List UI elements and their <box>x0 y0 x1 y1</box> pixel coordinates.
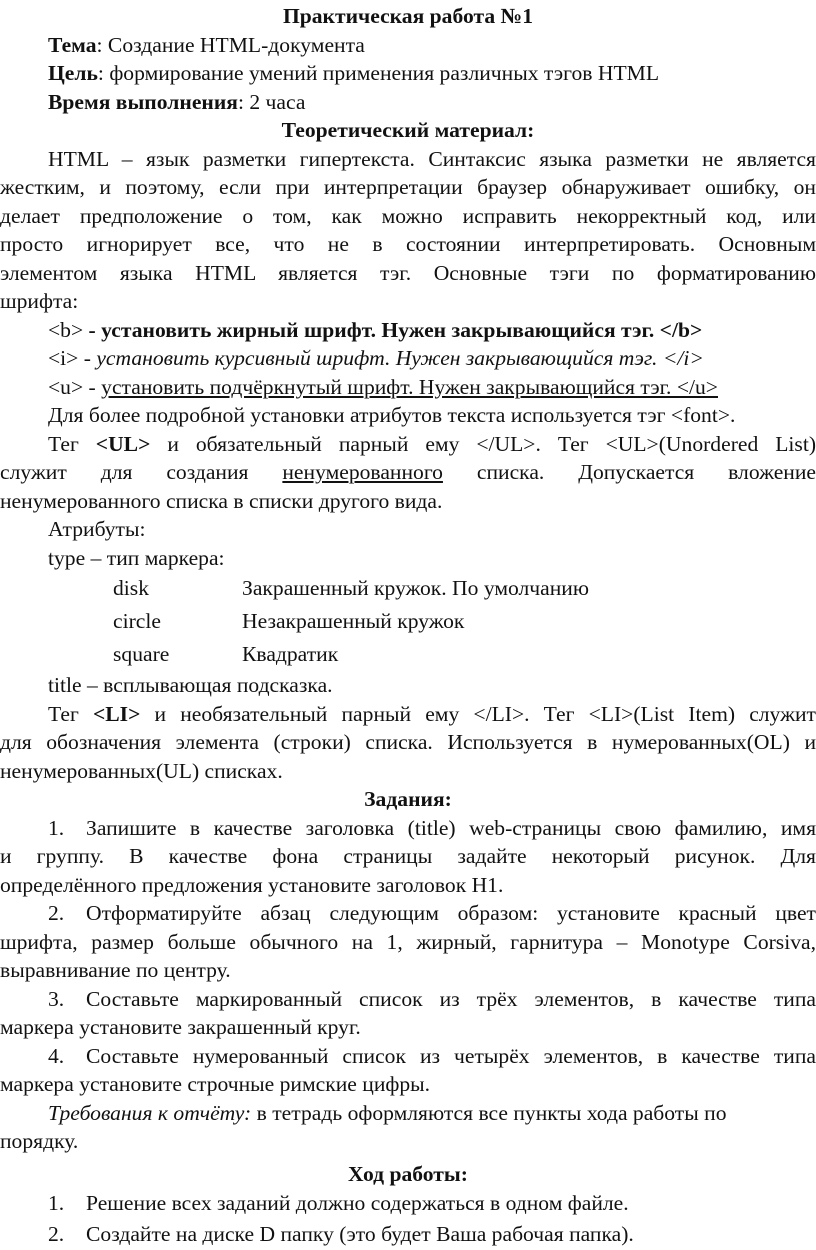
progress-item <box>0 1188 816 1219</box>
report-label: Требования к отчёту: <box>48 1100 252 1125</box>
tag-u-text: установить подчёркнутый шрифт. Нужен закрывающийся тэг. </u> <box>101 374 718 399</box>
task-text: Составьте маркированный список из трёх элементов, в качестве типа <box>86 986 816 1011</box>
page-title: Практическая работа №1 <box>282 4 534 28</box>
progress-number: 2. <box>48 1222 65 1246</box>
type-desc: Квадратик <box>242 642 339 666</box>
task-line: определённого предложения установите заголовок H1. <box>0 872 504 897</box>
type-values-table <box>0 572 816 671</box>
report-requirements-line-2: порядку. <box>0 1129 79 1153</box>
li-line-1-a: Тег <box>48 701 93 726</box>
type-row <box>0 605 816 638</box>
task-item <box>0 814 816 900</box>
theory-intro <box>0 145 816 316</box>
tasks-heading: Задания: <box>364 787 452 811</box>
type-name: circle <box>113 609 161 633</box>
task-number: 1. <box>48 815 65 840</box>
type-name: disk <box>113 576 149 600</box>
task-text: Запишите в качестве заголовка (title) web-страницы свою фамилию, имя <box>86 815 816 840</box>
task-item <box>0 985 816 1042</box>
task-line: маркера установите закрашенный круг. <box>0 1015 361 1039</box>
ul-line-1-b: и обязательный парный ему </UL>. Тег <UL>(Unordered List) <box>150 431 816 456</box>
tag-u-dash: - <box>83 374 102 399</box>
tag-b-code: <b> <box>48 317 84 342</box>
progress-text: Создайте на диске D папку (это будет Ваша рабочая папка). <box>86 1222 634 1246</box>
li-line-3: ненумерованных(UL) списках. <box>0 758 283 783</box>
intro-line: просто игнорирует все, что не в состоянии интерпретировать. Основным <box>0 232 816 256</box>
task-item <box>0 899 816 985</box>
ul-line-1 <box>0 430 816 459</box>
li-tag: <LI> <box>92 701 141 726</box>
li-line-1-b: и необязательный парный ему </LI>. Тег <LI>(List Item) служит <box>140 701 816 726</box>
task-line: выравнивание по центру. <box>0 958 231 982</box>
intro-line: делает предположение о том, как можно исправить некорректный код, или <box>0 203 816 228</box>
ul-line-1-a: Тег <box>48 431 96 456</box>
tag-u-line <box>0 373 816 402</box>
task-line: и группу. В качестве фона страницы задайте некоторый рисунок. Для <box>0 844 816 868</box>
type-desc: Закрашенный кружок. По умолчанию <box>242 576 589 600</box>
tag-i-line <box>0 344 816 373</box>
goal-value: : формирование умений применения различных тэгов HTML <box>97 61 660 85</box>
type-row <box>0 572 816 605</box>
intro-line: элементом языка HTML является тэг. Основные тэги по форматированию <box>0 260 816 285</box>
goal-line <box>0 59 816 88</box>
task-number: 2. <box>48 901 65 925</box>
progress-number: 1. <box>48 1191 65 1215</box>
report-text: в тетрадь оформляются все пункты хода работы по <box>251 1100 727 1125</box>
ul-tag: <UL> <box>95 431 151 456</box>
intro-line: HTML – язык разметки гипертекста. Синтаксис языка разметки не является <box>48 146 816 171</box>
type-row <box>0 638 816 671</box>
task-item <box>0 1042 816 1099</box>
task-line <box>0 985 816 1014</box>
ul-line-2-b: списка. Допускается вложение <box>442 460 816 484</box>
goal-label: Цель <box>48 61 98 85</box>
progress-heading: Ход работы: <box>348 1161 468 1186</box>
progress-list <box>0 1188 816 1250</box>
li-line-2: для обозначения элемента (строки) списка. Используется в нумерованных(OL) и <box>0 730 816 754</box>
time-label: Время выполнения <box>48 89 238 114</box>
type-desc: Незакрашенный кружок <box>242 609 465 633</box>
tag-b-text: - установить жирный шрифт. Нужен закрывающийся тэг. </b> <box>83 317 703 342</box>
progress-item <box>0 1219 816 1250</box>
tag-b-line <box>0 316 816 345</box>
li-line-1 <box>0 700 816 729</box>
task-line <box>0 899 816 928</box>
title-attr-line: title – всплывающая подсказка. <box>48 673 333 697</box>
type-label: type – тип маркера: <box>48 545 225 570</box>
task-line <box>0 1042 816 1071</box>
task-line: маркера установите строчные римские цифры. <box>0 1072 431 1096</box>
attributes-label: Атрибуты: <box>48 517 146 541</box>
task-line: шрифта, размер больше обычного на 1, жирный, гарнитура – Monotype Corsiva, <box>0 929 816 954</box>
intro-line: жестким, и поэтому, если при интерпретации браузер обнаруживает ошибку, он <box>0 175 816 199</box>
theory-heading: Теоретический материал: <box>281 118 535 142</box>
task-number: 4. <box>48 1043 65 1068</box>
topic-value: : Создание HTML-документа <box>96 32 365 57</box>
task-line <box>0 814 816 843</box>
time-value: : 2 часа <box>237 89 306 114</box>
ul-line-2 <box>0 458 816 487</box>
tag-i-code: <i> <box>48 346 79 370</box>
tag-i-text: - установить курсивный шрифт. Нужен закрывающийся тэг. </i> <box>78 346 704 370</box>
topic-label: Тема <box>48 32 97 57</box>
tag-u-code: <u> <box>48 374 84 399</box>
tasks-list <box>0 814 816 1099</box>
topic-line <box>0 31 816 60</box>
unnumbered-word: ненумерованного <box>282 460 443 484</box>
progress-text: Решение всех заданий должно содержаться в одном файле. <box>86 1191 629 1215</box>
ul-line-2-a: служит для создания <box>0 460 283 484</box>
intro-line: шрифта: <box>0 289 79 313</box>
font-tag-line: Для более подробной установки атрибутов текста используется тэг <font>. <box>48 403 736 427</box>
task-text: Составьте нумерованный список из четырёх элементов, в качестве типа <box>86 1043 816 1068</box>
report-requirements-line <box>0 1099 816 1128</box>
ul-line-3: ненумерованного списка в списки другого вида. <box>0 488 443 513</box>
time-line <box>0 88 816 117</box>
task-text: Отформатируйте абзац следующим образом: установите красный цвет <box>86 901 816 925</box>
task-number: 3. <box>48 986 65 1011</box>
type-name: square <box>113 642 170 666</box>
